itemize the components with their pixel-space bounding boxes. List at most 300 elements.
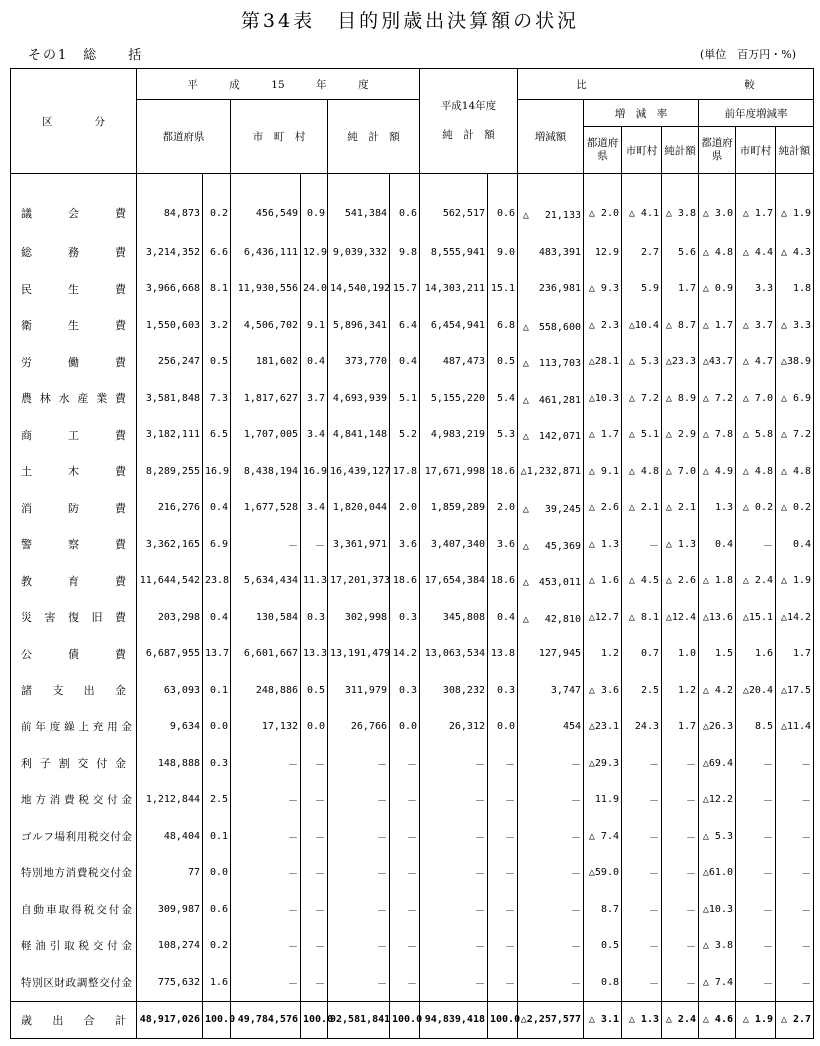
- cell-pref-pct: 23.8: [203, 563, 231, 600]
- cell-pref-pct: 0.4: [203, 599, 231, 636]
- cell-inc: －: [518, 782, 584, 819]
- cell-inc: －: [518, 928, 584, 965]
- cell-p-muni: －: [736, 526, 776, 563]
- header-prev-pref: 都道府県: [699, 127, 736, 174]
- cell-net14-pct: 0.3: [488, 672, 518, 709]
- cell-r-pref: △ 2.0: [584, 174, 622, 235]
- header-h14: [420, 69, 518, 174]
- row-label: 自動車取得税交付金: [11, 891, 137, 928]
- header-prev-muni: 市町村: [736, 127, 776, 174]
- cell-muni-pct: 13.3: [301, 636, 328, 673]
- cell-r-net: 5.6: [662, 234, 699, 271]
- cell-net-pct: 17.8: [390, 453, 420, 490]
- cell-muni: 1,707,005: [231, 417, 301, 454]
- cell-r-muni: △ 4.8: [622, 453, 662, 490]
- cell-r-net: －: [662, 891, 699, 928]
- cell-muni: 6,436,111: [231, 234, 301, 271]
- row-label: 諸支出金: [11, 672, 137, 709]
- cell-muni-pct: 100.0: [301, 1001, 328, 1038]
- row-label: 地方消費税交付金: [11, 782, 137, 819]
- cell-p-muni: △ 2.4: [736, 563, 776, 600]
- table-row: [11, 271, 814, 308]
- row-label: 前年度繰上充用金: [11, 709, 137, 746]
- cell-pref: 256,247: [137, 344, 203, 381]
- header-pref: 都道府県: [137, 100, 231, 174]
- cell-pref: 108,274: [137, 928, 203, 965]
- cell-net: －: [328, 818, 390, 855]
- row-label: 教育費: [11, 563, 137, 600]
- cell-muni-pct: －: [301, 745, 328, 782]
- cell-p-pref: △ 7.2: [699, 380, 736, 417]
- row-label: 歳出合計: [11, 1001, 137, 1038]
- row-label: 議会費: [11, 174, 137, 235]
- table-row: [11, 672, 814, 709]
- cell-p-pref: 1.5: [699, 636, 736, 673]
- cell-p-net: △38.9: [776, 344, 814, 381]
- cell-net14-pct: 5.4: [488, 380, 518, 417]
- cell-p-muni: －: [736, 928, 776, 965]
- unit-label: (単位 百万円・%): [699, 48, 796, 61]
- cell-net14: 17,671,998: [420, 453, 488, 490]
- cell-pref-pct: 13.7: [203, 636, 231, 673]
- row-label: 利子割交付金: [11, 745, 137, 782]
- cell-r-muni: △ 7.2: [622, 380, 662, 417]
- cell-muni-pct: 0.3: [301, 599, 328, 636]
- cell-r-pref: △ 1.3: [584, 526, 622, 563]
- row-label: 警察費: [11, 526, 137, 563]
- cell-p-net: △14.2: [776, 599, 814, 636]
- row-label: 民生費: [11, 271, 137, 308]
- cell-muni-pct: 11.3: [301, 563, 328, 600]
- cell-r-net: △ 3.8: [662, 174, 699, 235]
- cell-net: 26,766: [328, 709, 390, 746]
- header-h15: 平 成 15 年 度: [137, 69, 420, 100]
- cell-p-muni: －: [736, 964, 776, 1001]
- cell-p-net: △ 7.2: [776, 417, 814, 454]
- cell-r-pref: △ 2.6: [584, 490, 622, 527]
- cell-muni-pct: 3.7: [301, 380, 328, 417]
- cell-r-net: －: [662, 818, 699, 855]
- header-net: 純 計 額: [328, 100, 420, 174]
- cell-net14: 3,407,340: [420, 526, 488, 563]
- row-label: 特別地方消費税交付金: [11, 855, 137, 892]
- cell-net14: 8,555,941: [420, 234, 488, 271]
- cell-p-pref: △ 3.8: [699, 928, 736, 965]
- cell-p-net: △ 1.9: [776, 174, 814, 235]
- cell-muni-pct: －: [301, 526, 328, 563]
- cell-pref: 6,687,955: [137, 636, 203, 673]
- cell-net: －: [328, 891, 390, 928]
- cell-p-pref: △ 1.7: [699, 307, 736, 344]
- cell-r-muni: －: [622, 745, 662, 782]
- cell-p-muni: 3.3: [736, 271, 776, 308]
- cell-pref: 11,644,542: [137, 563, 203, 600]
- cell-inc: △ 39,245: [518, 490, 584, 527]
- cell-muni: 49,784,576: [231, 1001, 301, 1038]
- cell-net14-pct: －: [488, 782, 518, 819]
- cell-pref-pct: 1.6: [203, 964, 231, 1001]
- cell-p-muni: 8.5: [736, 709, 776, 746]
- cell-pref-pct: 2.5: [203, 782, 231, 819]
- cell-r-pref: 8.7: [584, 891, 622, 928]
- cell-p-muni: △ 4.8: [736, 453, 776, 490]
- table-header: [11, 69, 814, 174]
- cell-muni: 5,634,434: [231, 563, 301, 600]
- cell-p-pref: △26.3: [699, 709, 736, 746]
- cell-net: 9,039,332: [328, 234, 390, 271]
- cell-r-pref: △ 3.1: [584, 1001, 622, 1038]
- cell-net: －: [328, 964, 390, 1001]
- cell-p-pref: △12.2: [699, 782, 736, 819]
- cell-r-net: －: [662, 964, 699, 1001]
- cell-inc: △ 558,600: [518, 307, 584, 344]
- cell-r-pref: △12.7: [584, 599, 622, 636]
- cell-muni: 1,817,627: [231, 380, 301, 417]
- cell-net14: －: [420, 782, 488, 819]
- cell-p-pref: △ 7.4: [699, 964, 736, 1001]
- cell-muni: 181,602: [231, 344, 301, 381]
- cell-r-net: 1.7: [662, 709, 699, 746]
- row-label: 災害復旧費: [11, 599, 137, 636]
- header-increase: 増減額: [518, 100, 584, 174]
- cell-r-pref: 0.5: [584, 928, 622, 965]
- cell-p-pref: △69.4: [699, 745, 736, 782]
- table-row: [11, 417, 814, 454]
- cell-p-muni: △ 4.7: [736, 344, 776, 381]
- cell-pref: 3,362,165: [137, 526, 203, 563]
- row-label: 土木費: [11, 453, 137, 490]
- cell-inc: 127,945: [518, 636, 584, 673]
- cell-r-pref: 12.9: [584, 234, 622, 271]
- cell-net-pct: 0.0: [390, 709, 420, 746]
- cell-inc: 236,981: [518, 271, 584, 308]
- cell-net-pct: 6.4: [390, 307, 420, 344]
- cell-net14-pct: 100.0: [488, 1001, 518, 1038]
- cell-muni: 17,132: [231, 709, 301, 746]
- header-muni: 市 町 村: [231, 100, 328, 174]
- cell-pref-pct: 100.0: [203, 1001, 231, 1038]
- cell-muni: 11,930,556: [231, 271, 301, 308]
- cell-pref-pct: 6.6: [203, 234, 231, 271]
- cell-net14: 5,155,220: [420, 380, 488, 417]
- row-label: 軽油引取税交付金: [11, 928, 137, 965]
- row-label: 商工費: [11, 417, 137, 454]
- cell-p-pref: △ 3.0: [699, 174, 736, 235]
- cell-p-muni: △ 5.8: [736, 417, 776, 454]
- cell-pref-pct: 0.5: [203, 344, 231, 381]
- cell-pref-pct: 0.0: [203, 855, 231, 892]
- cell-r-pref: △ 1.6: [584, 563, 622, 600]
- cell-net-pct: 9.8: [390, 234, 420, 271]
- cell-pref: 3,214,352: [137, 234, 203, 271]
- cell-muni: 130,584: [231, 599, 301, 636]
- cell-net14-pct: 18.6: [488, 453, 518, 490]
- table-row: [11, 174, 814, 235]
- cell-muni: －: [231, 818, 301, 855]
- cell-net: －: [328, 782, 390, 819]
- cell-muni: 8,438,194: [231, 453, 301, 490]
- cell-p-net: 1.8: [776, 271, 814, 308]
- page-title: 第34表 目的別歳出決算額の状況: [240, 10, 580, 32]
- cell-inc: △ 142,071: [518, 417, 584, 454]
- cell-r-pref: △ 3.6: [584, 672, 622, 709]
- cell-r-net: △ 8.9: [662, 380, 699, 417]
- cell-p-pref: △ 0.9: [699, 271, 736, 308]
- cell-net-pct: 5.2: [390, 417, 420, 454]
- cell-p-muni: －: [736, 745, 776, 782]
- cell-net14-pct: －: [488, 818, 518, 855]
- cell-p-muni: △ 7.0: [736, 380, 776, 417]
- cell-r-muni: △ 4.1: [622, 174, 662, 235]
- cell-r-pref: △23.1: [584, 709, 622, 746]
- row-label: 消防費: [11, 490, 137, 527]
- cell-muni-pct: 9.1: [301, 307, 328, 344]
- cell-net-pct: 2.0: [390, 490, 420, 527]
- cell-inc: －: [518, 745, 584, 782]
- cell-net14: 94,839,418: [420, 1001, 488, 1038]
- cell-net-pct: －: [390, 745, 420, 782]
- cell-r-net: －: [662, 782, 699, 819]
- cell-inc: 483,391: [518, 234, 584, 271]
- cell-pref-pct: 0.1: [203, 818, 231, 855]
- table-body: [11, 174, 814, 1039]
- table-row: [11, 745, 814, 782]
- cell-p-pref: △61.0: [699, 855, 736, 892]
- cell-net-pct: 0.3: [390, 599, 420, 636]
- cell-p-pref: △13.6: [699, 599, 736, 636]
- cell-net14: 13,063,534: [420, 636, 488, 673]
- cell-net-pct: －: [390, 891, 420, 928]
- cell-net: 16,439,127: [328, 453, 390, 490]
- cell-p-muni: △20.4: [736, 672, 776, 709]
- cell-net14: 562,517: [420, 174, 488, 235]
- cell-p-net: －: [776, 782, 814, 819]
- cell-p-muni: －: [736, 782, 776, 819]
- cell-muni-pct: －: [301, 891, 328, 928]
- row-label: 農林水産業費: [11, 380, 137, 417]
- cell-p-net: △ 0.2: [776, 490, 814, 527]
- cell-net-pct: －: [390, 964, 420, 1001]
- cell-r-net: △ 1.3: [662, 526, 699, 563]
- table-row: [11, 891, 814, 928]
- cell-p-pref: △ 4.2: [699, 672, 736, 709]
- cell-muni-pct: －: [301, 855, 328, 892]
- cell-p-muni: △15.1: [736, 599, 776, 636]
- cell-net: 92,581,841: [328, 1001, 390, 1038]
- cell-muni-pct: 0.5: [301, 672, 328, 709]
- cell-p-muni: △ 1.7: [736, 174, 776, 235]
- cell-p-net: △ 2.7: [776, 1001, 814, 1038]
- cell-net14-pct: 6.8: [488, 307, 518, 344]
- cell-net14-pct: －: [488, 928, 518, 965]
- cell-r-muni: △ 2.1: [622, 490, 662, 527]
- cell-r-muni: －: [622, 855, 662, 892]
- cell-net-pct: －: [390, 855, 420, 892]
- cell-net: 4,841,148: [328, 417, 390, 454]
- cell-net-pct: 100.0: [390, 1001, 420, 1038]
- cell-net14: －: [420, 964, 488, 1001]
- cell-net-pct: －: [390, 928, 420, 965]
- row-label: 衛生費: [11, 307, 137, 344]
- cell-pref: 63,093: [137, 672, 203, 709]
- cell-muni-pct: 16.9: [301, 453, 328, 490]
- cell-r-muni: －: [622, 891, 662, 928]
- cell-pref-pct: 6.5: [203, 417, 231, 454]
- cell-inc: △ 45,369: [518, 526, 584, 563]
- cell-r-muni: 2.5: [622, 672, 662, 709]
- cell-r-muni: △ 8.1: [622, 599, 662, 636]
- cell-net-pct: 14.2: [390, 636, 420, 673]
- cell-p-net: △11.4: [776, 709, 814, 746]
- cell-pref-pct: 8.1: [203, 271, 231, 308]
- cell-pref-pct: 0.2: [203, 928, 231, 965]
- cell-inc: △ 453,011: [518, 563, 584, 600]
- cell-r-pref: △10.3: [584, 380, 622, 417]
- cell-net14: 14,303,211: [420, 271, 488, 308]
- cell-net: －: [328, 855, 390, 892]
- cell-net-pct: 0.4: [390, 344, 420, 381]
- header-h14-net: 純 計 額: [442, 129, 495, 141]
- cell-net14-pct: －: [488, 891, 518, 928]
- cell-pref-pct: 0.1: [203, 672, 231, 709]
- cell-p-muni: △ 1.9: [736, 1001, 776, 1038]
- table-row: [11, 599, 814, 636]
- cell-r-muni: －: [622, 818, 662, 855]
- cell-p-net: △ 3.3: [776, 307, 814, 344]
- header-rate-pref: 都道府県: [584, 127, 622, 174]
- cell-inc: △ 113,703: [518, 344, 584, 381]
- cell-p-net: －: [776, 818, 814, 855]
- cell-r-muni: －: [622, 964, 662, 1001]
- cell-net: －: [328, 745, 390, 782]
- cell-pref: 148,888: [137, 745, 203, 782]
- cell-net: －: [328, 928, 390, 965]
- cell-net-pct: 18.6: [390, 563, 420, 600]
- cell-muni-pct: 0.0: [301, 709, 328, 746]
- cell-r-pref: △ 9.1: [584, 453, 622, 490]
- cell-pref: 216,276: [137, 490, 203, 527]
- cell-pref-pct: 3.2: [203, 307, 231, 344]
- table-row: [11, 636, 814, 673]
- cell-r-muni: 2.7: [622, 234, 662, 271]
- table-row: [11, 709, 814, 746]
- cell-net14: －: [420, 928, 488, 965]
- cell-r-net: △12.4: [662, 599, 699, 636]
- cell-net14-pct: －: [488, 964, 518, 1001]
- cell-net14-pct: 9.0: [488, 234, 518, 271]
- table-row: [11, 453, 814, 490]
- table-row: [11, 855, 814, 892]
- cell-r-muni: －: [622, 928, 662, 965]
- row-label: 総務費: [11, 234, 137, 271]
- cell-muni-pct: 0.9: [301, 174, 328, 235]
- cell-net-pct: －: [390, 782, 420, 819]
- cell-r-pref: 0.8: [584, 964, 622, 1001]
- cell-p-muni: △ 0.2: [736, 490, 776, 527]
- cell-net: 1,820,044: [328, 490, 390, 527]
- cell-p-muni: △ 3.7: [736, 307, 776, 344]
- cell-inc: △ 42,810: [518, 599, 584, 636]
- cell-net: 4,693,939: [328, 380, 390, 417]
- cell-p-pref: △43.7: [699, 344, 736, 381]
- cell-r-muni: －: [622, 526, 662, 563]
- cell-muni: －: [231, 928, 301, 965]
- cell-net: 5,896,341: [328, 307, 390, 344]
- row-label: 労働費: [11, 344, 137, 381]
- cell-pref: 1,550,603: [137, 307, 203, 344]
- cell-pref: 84,873: [137, 174, 203, 235]
- cell-p-net: △17.5: [776, 672, 814, 709]
- section-subtitle: その1 総 括: [28, 48, 144, 63]
- cell-net14-pct: 15.1: [488, 271, 518, 308]
- cell-net14-pct: 18.6: [488, 563, 518, 600]
- cell-r-net: △ 2.6: [662, 563, 699, 600]
- cell-r-net: －: [662, 745, 699, 782]
- cell-muni: －: [231, 855, 301, 892]
- header-h14-year: 平成14年度: [440, 100, 497, 112]
- cell-r-net: △ 2.4: [662, 1001, 699, 1038]
- table-row: [11, 782, 814, 819]
- table-row: [11, 380, 814, 417]
- cell-net14: 4,983,219: [420, 417, 488, 454]
- cell-muni-pct: 24.0: [301, 271, 328, 308]
- cell-p-muni: －: [736, 818, 776, 855]
- cell-pref: 3,182,111: [137, 417, 203, 454]
- header-rate-muni: 市町村: [622, 127, 662, 174]
- cell-net: 13,191,479: [328, 636, 390, 673]
- cell-p-pref: △ 4.8: [699, 234, 736, 271]
- table-row: [11, 490, 814, 527]
- cell-net-pct: 5.1: [390, 380, 420, 417]
- row-label: 公債費: [11, 636, 137, 673]
- table-row: [11, 818, 814, 855]
- cell-muni: 6,601,667: [231, 636, 301, 673]
- cell-r-pref: △ 2.3: [584, 307, 622, 344]
- cell-muni: 248,886: [231, 672, 301, 709]
- cell-pref-pct: 16.9: [203, 453, 231, 490]
- cell-p-net: －: [776, 891, 814, 928]
- cell-r-muni: △ 4.5: [622, 563, 662, 600]
- cell-p-pref: △ 5.3: [699, 818, 736, 855]
- cell-r-pref: △28.1: [584, 344, 622, 381]
- cell-p-pref: △ 1.8: [699, 563, 736, 600]
- cell-pref: 8,289,255: [137, 453, 203, 490]
- table-row: [11, 526, 814, 563]
- cell-pref: 48,404: [137, 818, 203, 855]
- cell-inc: △ 461,281: [518, 380, 584, 417]
- table-row: [11, 563, 814, 600]
- table-row: [11, 344, 814, 381]
- cell-p-pref: △ 7.8: [699, 417, 736, 454]
- cell-p-pref: △10.3: [699, 891, 736, 928]
- cell-r-pref: △59.0: [584, 855, 622, 892]
- cell-p-net: 1.7: [776, 636, 814, 673]
- cell-muni-pct: －: [301, 782, 328, 819]
- cell-muni-pct: 3.4: [301, 490, 328, 527]
- cell-pref: 48,917,026: [137, 1001, 203, 1038]
- cell-p-net: △ 4.8: [776, 453, 814, 490]
- cell-r-muni: △ 5.3: [622, 344, 662, 381]
- cell-muni: －: [231, 745, 301, 782]
- cell-muni-pct: 12.9: [301, 234, 328, 271]
- cell-p-net: －: [776, 745, 814, 782]
- cell-r-muni: 5.9: [622, 271, 662, 308]
- cell-inc: －: [518, 891, 584, 928]
- table-row: [11, 964, 814, 1001]
- cell-pref-pct: 0.6: [203, 891, 231, 928]
- total-row: [11, 1001, 814, 1038]
- table-row: [11, 234, 814, 271]
